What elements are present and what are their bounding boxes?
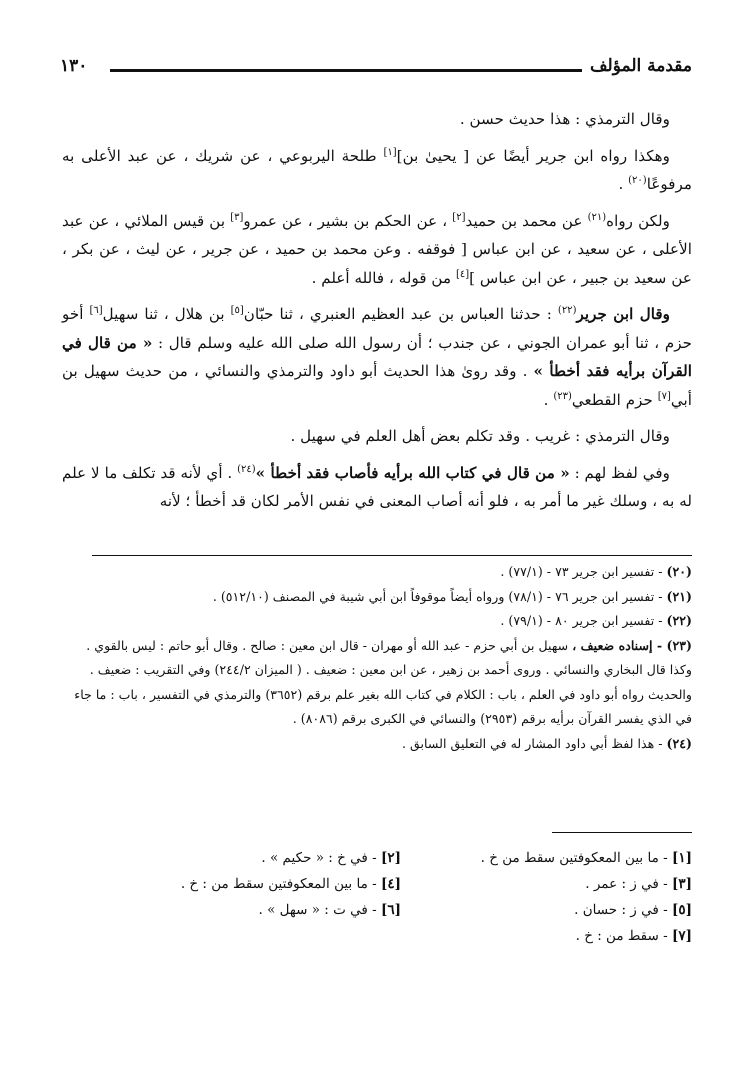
variant-marker: [٤] xyxy=(455,268,470,280)
running-header xyxy=(60,50,692,90)
footnotes xyxy=(62,560,692,756)
footnote: (٢٠) - تفسير ابن جرير ٧٣ - (٧٧/١) . xyxy=(500,564,692,579)
variants-rule xyxy=(552,832,692,833)
variant-marker: [٦] xyxy=(89,304,103,316)
variant-note: [٣] - في ز : عمر . xyxy=(585,876,692,892)
chapter-title: مقدمة المؤلف xyxy=(589,56,692,76)
footnote: (٢٣) - إسناده ضعيف ، سهيل بن أبي حزم - عبد الله أو مهران - قال ابن معين : صالح . وقال أبو حاتم : ليس بالقوي . وكذا قال البخاري والنسائي . وروى أحمد بن زهير ، عن ابن معين : ضعيف . ( الميزان ٢٤٤/٢) وفي التقريب : ضعيف . والحديث رواه أبو داود في العلم ، باب : الكلام في كتاب الله بغير علم برقم (٣٦٥٢) والترمذي في التفسير ، باب : ما جاء في الذي يفسر القرآن برأيه برقم (٢٩٥٣) والنسائي في الكبرى برقم (٨٠٨٦) . xyxy=(74,637,692,726)
header-rule xyxy=(110,69,582,72)
paragraph-6: وفي لفظ لهم : « من قال في كتاب الله برأيه فأصاب فقد أخطأ »$^{(٢٤)}$ . أي لأنه قد تكلف ما لا علم له به ، وسلك غير ما أمر به ، فلو أنه أصاب المعنى في نفس الأمر لكان قد أخطأ ؛ لأنه xyxy=(62,463,692,510)
variant-marker: [٢] xyxy=(452,211,466,223)
paragraph-1: وقال الترمذي : هذا حديث حسن . xyxy=(459,110,670,128)
variant-note: [٦] - في ت : « سهل » . xyxy=(258,902,401,918)
paragraph-5: وقال الترمذي : غريب . وقد تكلم بعض أهل العلم في سهيل . xyxy=(290,427,670,445)
footnote-rule xyxy=(92,555,692,556)
variant-note: [٤] - ما بين المعكوفتين سقط من : خ . xyxy=(180,876,401,892)
variant-note: [٥] - في ز : حسان . xyxy=(574,902,692,918)
footnote-marker: (٢١) xyxy=(587,211,607,223)
footnote-marker: (٢٢) xyxy=(557,304,577,316)
variant-marker: [٧] xyxy=(657,390,671,402)
main-text xyxy=(62,105,692,524)
footnote-marker: (٢٠) xyxy=(628,174,647,186)
paragraph-3: ولكن رواه$^{(٢١)}$ عن محمد بن حميد[٢] ، عن الحكم بن بشير ، عن عمرو[٣] بن قيس الملائي ، عن عبد الأعلى ، عن سعيد ، عن ابن عباس [ فوقفه . وعن محمد بن حميد ، عن جرير ، عن ليث ، عن بكر ، عن سعيد بن جبير ، عن ابن عباس ][٤] من قوله ، فالله أعلم . xyxy=(62,211,692,287)
footnote: (٢٤) - هذا لفظ أبي داود المشار له في التعليق السابق . xyxy=(402,735,692,751)
hadith-quote: « من قال في كتاب الله برأيه فأصاب فقد أخطأ » xyxy=(255,463,570,482)
variant-marker: [٥] xyxy=(230,304,244,316)
variant-note: [٧] - سقط من : خ . xyxy=(575,928,692,944)
footnote: (٢٢) - تفسير ابن جرير ٨٠ - (٧٩/١) . xyxy=(500,613,692,628)
footnote-marker: (٢٤) xyxy=(237,463,256,475)
hadith-quote: « من قال في القرآن برأيه فقد أخطأ » xyxy=(62,333,692,380)
variant-marker: [٣] xyxy=(230,211,244,223)
footnote-marker: (٢٣) xyxy=(553,390,572,402)
page-number: ١٣٠ xyxy=(60,56,88,76)
footnote: (٢١) - تفسير ابن جرير ٧٦ - (٧٨/١) ورواه أيضاً موقوفاً ابن أبي شيبة في المصنف (٥١٢/١٠) . xyxy=(212,588,692,604)
variant-marker: [١] xyxy=(383,146,397,158)
paragraph-4: وقال ابن جرير$^{(٢٢)}$ : حدثنا العباس بن عبد العظيم العنبري ، ثنا حبّان[٥] بن هلال ، ثنا سهيل[٦] أخو حزم ، ثنا أبو عمران الجوني ، عن جندب ؛ أن رسول الله صلى الله عليه وسلم قال : « من قال في القرآن برأيه فقد أخطأ » . وقد روىٰ هذا الحديث أبو داود والترمذي والنسائي ، من حديث سهيل بن أبي[٧] حزم القطعي$^{(٢٣)}$ . xyxy=(62,304,692,409)
variant-note: [١] - ما بين المعكوفتين سقط من خ . xyxy=(480,850,692,866)
speaker-label: وقال ابن جرير xyxy=(576,305,670,323)
manuscript-variants xyxy=(110,845,692,949)
paragraph-2: وهكذا رواه ابن جرير أيضًا عن [ يحيىٰ بن][١] طلحة اليربوعي ، عن شريك ، عن عبد الأعلى به مرفوعًا$^{(٢٠)}$ . xyxy=(62,146,692,193)
variant-note: [٢] - في خ : « حكيم » . xyxy=(261,850,401,866)
